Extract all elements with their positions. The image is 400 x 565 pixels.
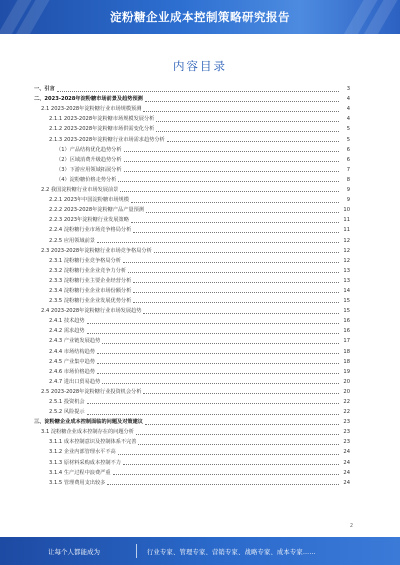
- toc-entry-label: 一、引言: [34, 86, 55, 93]
- toc-entry-page: 18: [343, 358, 350, 365]
- toc-leader-dots: [154, 252, 339, 253]
- toc-leader-dots: [138, 444, 339, 445]
- toc-entry-page: 9: [346, 187, 350, 194]
- toc-entry[interactable]: [34, 204, 350, 214]
- toc-entry-label: 2.2.5 应用领域前景: [49, 237, 95, 244]
- toc-entry-label: 2.3.3 淀粉糖行业主要企业经营分析: [49, 277, 132, 284]
- toc-leader-dots: [143, 111, 339, 112]
- toc-leader-dots: [128, 272, 339, 273]
- toc-leader-dots: [97, 353, 339, 354]
- toc-entry[interactable]: [34, 325, 350, 335]
- toc-entry-page: 4: [346, 96, 350, 103]
- toc-leader-dots: [143, 393, 339, 394]
- toc-leader-dots: [118, 181, 339, 182]
- toc-entry-label: 2.4.6 市场价格趋势: [49, 368, 95, 375]
- toc-leader-dots: [131, 222, 339, 223]
- page-header: [0, 0, 400, 34]
- toc-entry-label: 二、2023-2028年淀粉糖市场前景及趋势预测: [34, 96, 143, 103]
- toc-leader-dots: [133, 302, 339, 303]
- toc-entry-label: 2.4.1 技术趋势: [49, 318, 85, 325]
- toc-entry-page: 7: [346, 166, 350, 173]
- toc-heading: 内容目录: [173, 59, 227, 73]
- toc-entry-page: 15: [343, 308, 350, 315]
- toc-entry-page: 4: [346, 116, 350, 123]
- toc-leader-dots: [143, 313, 339, 314]
- toc-entry-label: （2）区域消费升级趋势分析: [56, 156, 122, 163]
- page-number: 2: [349, 523, 353, 529]
- toc-entry-page: 14: [343, 287, 350, 294]
- toc-entry[interactable]: [34, 345, 350, 355]
- toc-leader-dots: [145, 424, 339, 425]
- toc-entry[interactable]: [34, 477, 350, 487]
- toc-entry[interactable]: [34, 234, 350, 244]
- table-of-contents: [34, 83, 350, 487]
- toc-leader-dots: [123, 464, 339, 465]
- toc-leader-dots: [124, 161, 339, 162]
- toc-entry-label: 3.1.3 原材料采购成本控制不力: [49, 459, 121, 466]
- toc-leader-dots: [87, 323, 339, 324]
- toc-entry-page: 24: [343, 459, 350, 466]
- toc-entry-page: 16: [343, 318, 350, 325]
- report-title: 淀粉糖企业成本控制策略研究报告: [110, 10, 290, 24]
- toc-entry-page: 12: [343, 257, 350, 264]
- toc-leader-dots: [156, 131, 339, 132]
- toc-entry[interactable]: [34, 265, 350, 275]
- toc-entry-page: 8: [346, 176, 350, 183]
- toc-entry-label: 2.2 我国淀粉糖行业市场发展前景: [41, 187, 119, 194]
- toc-leader-dots: [146, 212, 339, 213]
- toc-entry-label: 3.1.5 管理费用支出较多: [49, 479, 106, 486]
- toc-leader-dots: [120, 191, 339, 192]
- toc-leader-dots: [167, 141, 339, 142]
- toc-leader-dots: [97, 373, 339, 374]
- toc-entry[interactable]: [34, 436, 350, 446]
- toc-leader-dots: [102, 343, 339, 344]
- toc-entry[interactable]: [34, 426, 350, 436]
- toc-entry-page: 22: [343, 409, 350, 416]
- toc-entry[interactable]: [34, 335, 350, 345]
- toc-entry-label: 2.3.2 淀粉糖行业企业竞争力分析: [49, 267, 127, 274]
- toc-entry-label: 2.4 2023-2028年淀粉糖行业市场发展趋势: [41, 308, 142, 315]
- footer-divider: [136, 544, 137, 558]
- toc-entry-page: 20: [343, 388, 350, 395]
- toc-entry[interactable]: [34, 467, 350, 477]
- toc-entry-page: 5: [346, 136, 350, 143]
- toc-leader-dots: [124, 171, 339, 172]
- toc-entry[interactable]: [34, 446, 350, 456]
- toc-entry-label: 2.3.4 淀粉糖行业企业市场份额分析: [49, 287, 132, 294]
- toc-entry-label: 2.2.3 2023年淀粉糖行业发展策略: [49, 217, 129, 224]
- toc-entry-page: 13: [343, 267, 350, 274]
- toc-entry-label: 2.4.4 市场结构趋势: [49, 348, 95, 355]
- toc-entry-label: （3）下游应用领域拓展分析: [56, 166, 122, 173]
- toc-entry-page: 12: [343, 247, 350, 254]
- toc-entry-page: 22: [343, 399, 350, 405]
- toc-entry-label: （4）淀粉糖价格走势分析: [56, 176, 117, 183]
- toc-entry-label: 3.1.4 生产过程中浪费严重: [49, 469, 111, 476]
- toc-entry-label: 2.3.1 淀粉糖行业竞争格局分析: [49, 257, 121, 264]
- toc-entry[interactable]: [34, 275, 350, 285]
- toc-entry[interactable]: [34, 366, 350, 376]
- toc-entry[interactable]: [34, 245, 350, 255]
- toc-entry-page: 16: [343, 328, 350, 335]
- toc-leader-dots: [87, 403, 339, 404]
- toc-entry-label: 2.1.3 2023-2028年淀粉糖行业市场需求趋势分析: [49, 136, 165, 143]
- toc-entry-page: 23: [343, 419, 350, 426]
- toc-entry[interactable]: [34, 133, 350, 143]
- toc-entry-label: 2.2.1 2023年中国淀粉糖市场规模: [49, 197, 129, 204]
- toc-entry[interactable]: [34, 285, 350, 295]
- toc-entry-label: 2.2.2 2023-2028年淀粉糖产品产量预测: [49, 207, 144, 214]
- toc-entry-label: 2.1.2 2023-2028年淀粉糖市场供需变化分析: [49, 126, 155, 133]
- toc-entry-label: 3.1 淀粉糖企业成本控制存在的问题分析: [41, 429, 134, 436]
- toc-entry-page: 24: [343, 469, 350, 476]
- toc-entry[interactable]: [34, 164, 350, 174]
- toc-leader-dots: [156, 121, 339, 122]
- toc-entry[interactable]: [34, 295, 350, 305]
- toc-entry[interactable]: [34, 123, 350, 133]
- toc-entry[interactable]: [34, 83, 350, 93]
- toc-entry[interactable]: [34, 194, 350, 204]
- page-footer: [0, 537, 400, 565]
- toc-leader-dots: [57, 91, 339, 92]
- toc-entry-page: 3: [346, 86, 350, 93]
- toc-entry-page: 12: [343, 237, 350, 244]
- toc-entry-label: 2.1.1 2023-2028年淀粉糖市场规模发展分析: [49, 116, 155, 123]
- toc-entry-page: 20: [343, 378, 350, 385]
- toc-entry-label: 2.2.4 淀粉糖行业市场竞争格局分析: [49, 227, 132, 234]
- toc-entry-page: 10: [343, 207, 350, 214]
- toc-entry-label: 2.4.2 需求趋势: [49, 328, 85, 335]
- toc-entry-page: 23: [343, 439, 350, 446]
- toc-entry-label: 3.1.1 成本控制意识及控制体系不完善: [49, 439, 137, 446]
- toc-entry[interactable]: [34, 103, 350, 113]
- toc-entry-page: 13: [343, 277, 350, 284]
- toc-leader-dots: [131, 202, 339, 203]
- toc-leader-dots: [145, 101, 339, 102]
- toc-entry-label: 3.1.2 企业内部管理水平不高: [49, 449, 116, 456]
- toc-entry[interactable]: [34, 224, 350, 234]
- toc-entry-page: 11: [343, 217, 350, 224]
- footer-tagline: 行业专家、管理专家、营销专家、战略专家、成本专家……: [147, 548, 316, 556]
- toc-entry[interactable]: [34, 113, 350, 123]
- toc-entry-page: 19: [343, 368, 350, 375]
- toc-leader-dots: [123, 262, 339, 263]
- toc-entry-page: 5: [346, 126, 350, 133]
- toc-leader-dots: [118, 454, 339, 455]
- toc-entry-label: 2.1 2023-2028年淀粉糖行业市场规模预测: [41, 106, 142, 113]
- toc-entry[interactable]: [34, 416, 350, 426]
- toc-entry-label: （1）产品结构优化趋势分析: [56, 146, 122, 153]
- toc-entry[interactable]: [34, 255, 350, 265]
- toc-entry[interactable]: [34, 93, 350, 103]
- toc-entry-page: 6: [346, 146, 350, 153]
- toc-entry-label: 2.3 2023-2028年淀粉糖行业市场竞争格局分析: [41, 247, 152, 254]
- toc-leader-dots: [87, 414, 339, 415]
- toc-entry[interactable]: [34, 154, 350, 164]
- footer-slogan: 让每个人都能成为: [48, 547, 100, 556]
- toc-entry-label: 三、淀粉糖企业成本控制面临的问题及对策建议: [34, 419, 143, 426]
- toc-entry[interactable]: [34, 184, 350, 194]
- toc-leader-dots: [97, 242, 339, 243]
- toc-entry-page: 11: [343, 227, 350, 234]
- toc-entry-page: 9: [346, 197, 350, 204]
- toc-leader-dots: [113, 474, 339, 475]
- toc-entry-label: 2.5.1 投资机会: [49, 399, 85, 405]
- toc-entry-page: 23: [343, 429, 350, 436]
- toc-entry-page: 24: [343, 449, 350, 456]
- toc-entry[interactable]: [34, 305, 350, 315]
- toc-entry-page: 17: [343, 338, 350, 345]
- toc-entry-label: 2.5.2 风险提示: [49, 409, 85, 416]
- toc-entry[interactable]: [34, 406, 350, 416]
- toc-entry-page: 18: [343, 348, 350, 355]
- toc-entry[interactable]: [34, 376, 350, 386]
- toc-leader-dots: [102, 383, 339, 384]
- toc-entry-label: 2.4.3 产业链发展趋势: [49, 338, 101, 345]
- toc-entry[interactable]: [34, 214, 350, 224]
- toc-leader-dots: [107, 484, 339, 485]
- toc-entry[interactable]: [34, 356, 350, 366]
- toc-leader-dots: [133, 232, 339, 233]
- toc-entry[interactable]: [34, 386, 350, 396]
- toc-entry[interactable]: [34, 174, 350, 184]
- toc-leader-dots: [136, 434, 339, 435]
- toc-leader-dots: [133, 292, 339, 293]
- toc-entry-page: 24: [343, 479, 350, 486]
- toc-entry[interactable]: [34, 396, 350, 406]
- toc-leader-dots: [124, 151, 339, 152]
- toc-entry-page: 6: [346, 156, 350, 163]
- toc-entry-label: 2.5 2023-2028年淀粉糖行业投资机会分析: [41, 388, 142, 395]
- toc-leader-dots: [97, 363, 339, 364]
- toc-leader-dots: [133, 282, 339, 283]
- toc-entry[interactable]: [34, 315, 350, 325]
- toc-entry-page: 4: [346, 106, 350, 113]
- toc-entry-label: 2.4.5 产业集中趋势: [49, 358, 95, 365]
- toc-leader-dots: [87, 333, 339, 334]
- toc-entry-label: 2.4.7 进出口贸易趋势: [49, 378, 101, 385]
- toc-entry[interactable]: [34, 456, 350, 466]
- toc-entry-page: 15: [343, 298, 350, 305]
- toc-entry-label: 2.3.5 淀粉糖行业企业发展优势分析: [49, 298, 132, 305]
- toc-entry[interactable]: [34, 144, 350, 154]
